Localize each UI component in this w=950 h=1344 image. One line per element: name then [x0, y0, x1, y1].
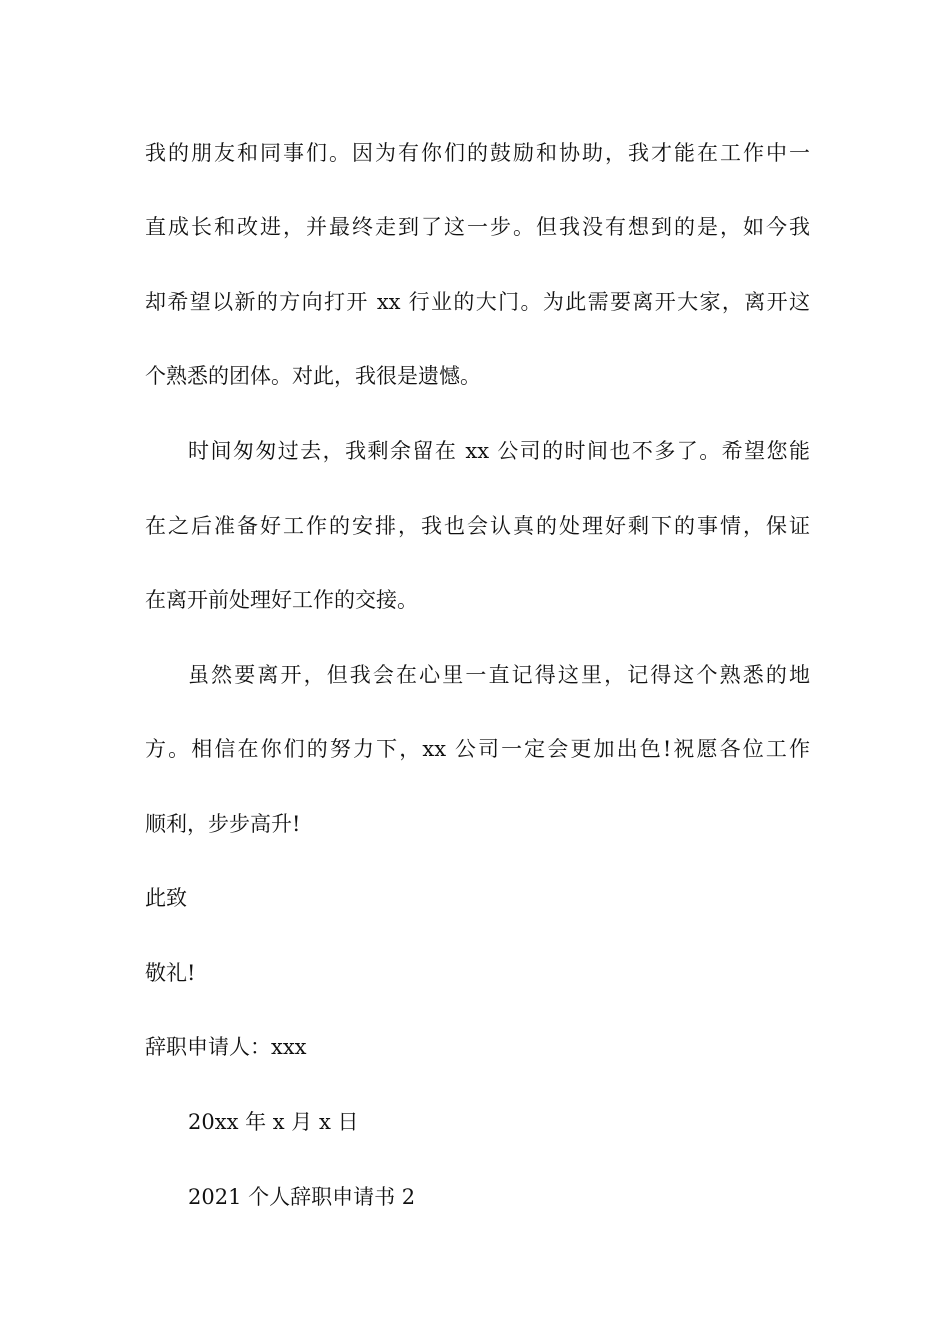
paragraph-1-line-4: 个熟悉的团体。对此，我很是遗憾。	[145, 364, 481, 388]
paragraph-3-line-3: 顺利，步步高升!	[145, 812, 301, 836]
closing-regards: 敬礼!	[145, 961, 196, 985]
date-line: 20xx 年 x 月 x 日	[188, 1110, 359, 1134]
paragraph-3-line-2: 方。相信在你们的努力下，xx 公司一定会更加出色!祝愿各位工作	[145, 737, 810, 761]
paragraph-1-line-3: 却希望以新的方向打开 xx 行业的大门。为此需要离开大家，离开这	[145, 290, 810, 314]
paragraph-1-line-1: 我的朋友和同事们。因为有你们的鼓励和协助，我才能在工作中一	[145, 141, 810, 165]
signature-line: 辞职申请人：xxx	[145, 1035, 307, 1059]
paragraph-2-line-1: 时间匆匆过去，我剩余留在 xx 公司的时间也不多了。希望您能	[188, 439, 810, 463]
paragraph-2-line-3: 在离开前处理好工作的交接。	[145, 588, 418, 612]
next-section-title: 2021 个人辞职申请书 2	[188, 1185, 416, 1209]
paragraph-2-line-2: 在之后准备好工作的安排，我也会认真的处理好剩下的事情，保证	[145, 514, 810, 538]
closing-salutation: 此致	[145, 886, 187, 910]
paragraph-1-line-2: 直成长和改进，并最终走到了这一步。但我没有想到的是，如今我	[145, 215, 810, 239]
paragraph-3-line-1: 虽然要离开，但我会在心里一直记得这里，记得这个熟悉的地	[188, 663, 810, 687]
